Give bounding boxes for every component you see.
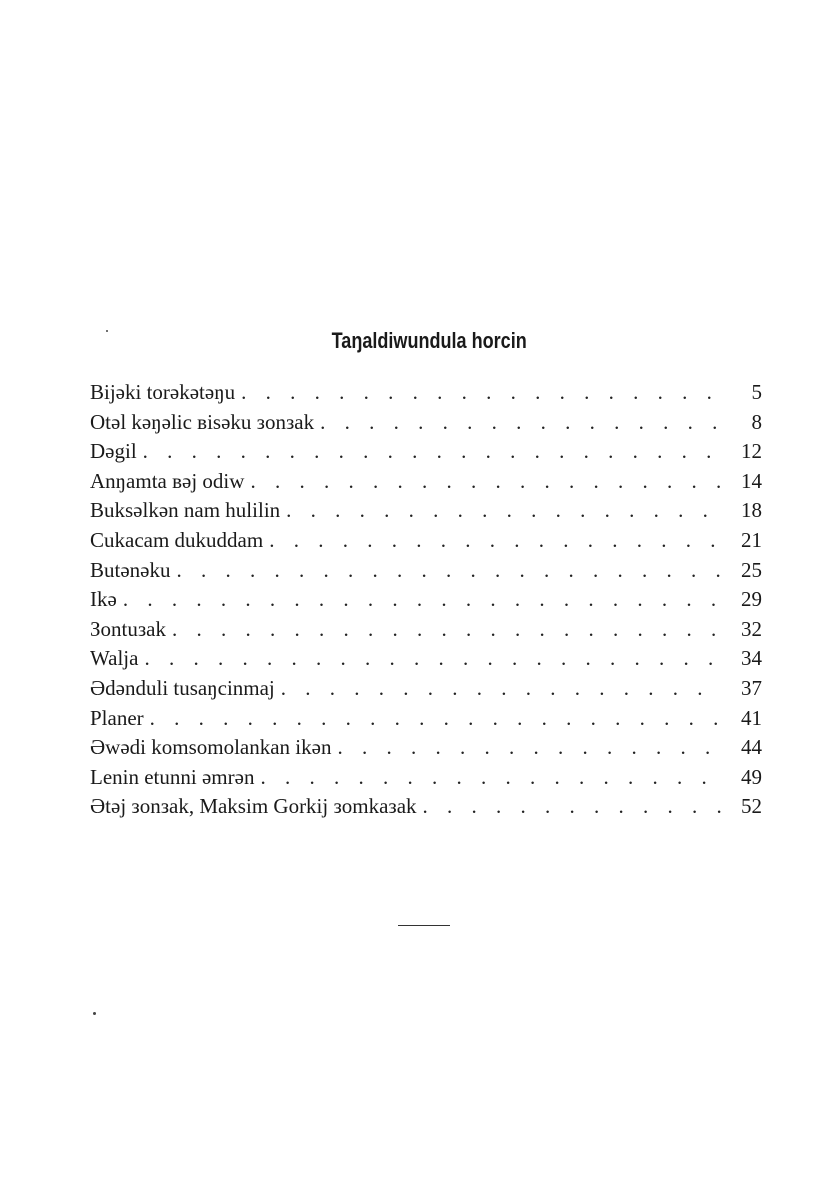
toc-entry-page: 29	[741, 587, 762, 612]
toc-entry	[90, 467, 762, 497]
toc-entry-page: 32	[741, 616, 762, 641]
dot-leader	[269, 526, 722, 556]
toc-entry-label: Buksəlkən nam hulilin	[90, 498, 281, 523]
toc-entry-page: 49	[741, 764, 762, 789]
print-speck	[106, 330, 108, 332]
toc-entry-label: Lenin etunni əmrən	[90, 764, 255, 789]
toc-entry-page: 41	[741, 705, 762, 730]
dot-leader	[281, 674, 722, 704]
toc-entry	[90, 763, 762, 793]
toc-entry	[90, 437, 762, 467]
toc-entry-page: 21	[741, 527, 762, 552]
toc-entry-label: Ədənduli tusaŋcinmaj	[90, 675, 275, 700]
toc-entry-label: Cukacam dukuddam	[90, 527, 264, 552]
dot-leader	[260, 763, 722, 793]
dot-leader	[172, 615, 722, 645]
toc-entry	[90, 704, 762, 734]
toc-entry	[90, 378, 762, 408]
toc-entry-page: 18	[741, 498, 762, 523]
print-speck	[93, 1012, 96, 1015]
toc-entry	[90, 556, 762, 586]
end-rule	[398, 925, 450, 926]
toc-entry-label: Əwədi komsomolankan ikən	[90, 735, 332, 760]
dot-leader	[176, 556, 722, 586]
toc-entry-label: Walja	[90, 646, 139, 671]
toc-entry	[90, 644, 762, 674]
toc-entry-label: Planer	[90, 705, 144, 730]
dot-leader	[123, 585, 722, 615]
toc-entry	[90, 408, 762, 438]
dot-leader	[286, 496, 722, 526]
toc-entry-page: 14	[741, 468, 762, 493]
toc-entry	[90, 585, 762, 615]
dot-leader	[143, 437, 722, 467]
toc-entry-page: 44	[741, 735, 762, 760]
dot-leader	[320, 408, 722, 438]
toc-entry-label: Otəl kəŋəlic вisəku зonзak	[90, 409, 315, 434]
dot-leader	[150, 704, 722, 734]
dot-leader	[144, 644, 722, 674]
toc-entry	[90, 792, 762, 822]
toc-entry-label: Anŋamta вəj odiw	[90, 468, 245, 493]
toc-entry-label: Ikə	[90, 587, 117, 612]
toc-entry-page: 8	[751, 409, 762, 434]
toc-entry-label: Зontuзak	[90, 616, 166, 641]
table-of-contents	[90, 378, 762, 822]
toc-entry-label: Butənəku	[90, 557, 171, 582]
toc-entry	[90, 615, 762, 645]
dot-leader	[241, 378, 722, 408]
toc-entry-label: Bijəki torəkətəŋu	[90, 380, 236, 404]
toc-entry-page: 25	[741, 557, 762, 582]
toc-entry-label: Dəgil	[90, 439, 137, 464]
toc-entry-page: 5	[751, 380, 762, 404]
toc-entry	[90, 674, 762, 704]
toc-entry	[90, 733, 762, 763]
toc-entry-page: 12	[741, 439, 762, 464]
toc-entry	[90, 496, 762, 526]
dot-leader	[423, 792, 722, 822]
dot-leader	[250, 467, 722, 497]
toc-title: Taŋaldiwundula horcin	[331, 328, 527, 353]
toc-entry-page: 52	[741, 794, 762, 819]
toc-entry-label: Ətəj зonзak, Maksim Gorkij зomkaзak	[90, 794, 417, 819]
dot-leader	[337, 733, 722, 763]
toc-entry-page: 34	[741, 646, 762, 671]
toc-entry	[90, 526, 762, 556]
toc-entry-page: 37	[741, 675, 762, 700]
